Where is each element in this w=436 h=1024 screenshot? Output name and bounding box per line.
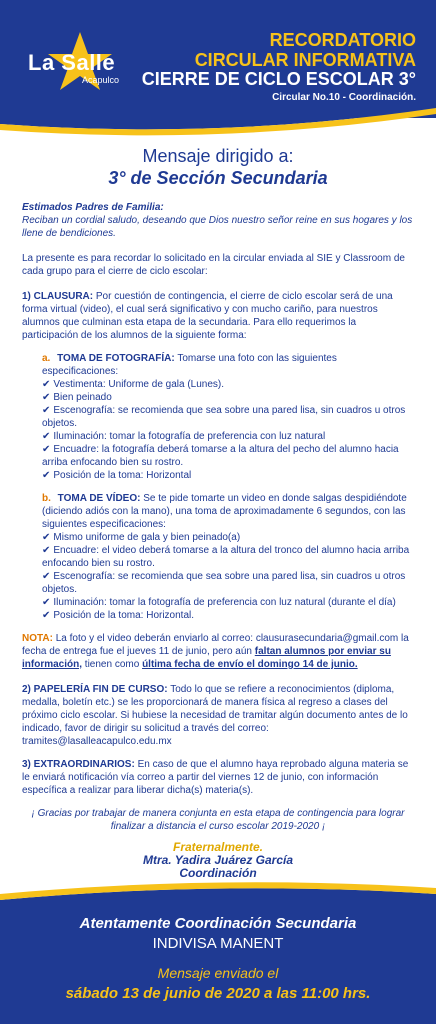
subsection-photo (42, 352, 414, 482)
section-label: 3) EXTRAORDINARIOS: (22, 759, 135, 770)
list-item: ✔ Iluminación: tomar la fotografía de preferencia con luz natural (42, 431, 326, 442)
signer-name: Mtra. Yadira Juárez García (142, 853, 294, 867)
subsection-video (42, 492, 414, 622)
subsection-label: TOMA DE FOTOGRAFÍA: (57, 353, 175, 364)
check-icon: ✔ (42, 571, 51, 582)
note-underline-2: última fecha de envío el domingo 14 de junio. (142, 659, 358, 670)
list-item: ✔ Encuadre: el video deberá tomarse a la altura del tronco del alumno hacia arriba enfocando bien su rostro. (42, 545, 410, 569)
header-line-2: CIRCULAR INFORMATIVA (194, 50, 416, 70)
check-icon: ✔ (42, 431, 51, 442)
list-item: ✔ Escenografía: se recomienda que sea sobre una pared lisa, sin cuadros u otros objetos. (42, 571, 406, 595)
subsection-letter: a. (42, 353, 51, 364)
section-papeleria (22, 683, 414, 748)
subsection-label: TOMA DE VÍDEO: (57, 493, 141, 504)
header-line-3: CIERRE DE CICLO ESCOLAR 3° (141, 69, 416, 89)
check-icon: ✔ (42, 392, 51, 403)
section-label: 2) PAPELERÍA FIN DE CURSO: (22, 684, 168, 695)
check-icon: ✔ (42, 610, 51, 621)
section-text: Todo lo que se refiere a reconocimientos (diploma, medalla, boletín etc.) se les proporcionará de manera física al regreso a clases del próximo ciclo escolar. Si hubiese la necesidad de tramitar algún documento antes de lo indicado, favor de dirigir su solicitud a través del correo: tramites@lasalleacapulco.edu.mx (22, 684, 408, 747)
note-label: NOTA: (22, 633, 53, 644)
check-icon: ✔ (42, 444, 51, 455)
check-icon: ✔ (42, 470, 51, 481)
section-text: En caso de que el alumno haya reprobado alguna materia se le enviará notificación vía correo a partir del viernes 12 de junio, con información específica a realizar para liberar dicha(s) materia(s). (22, 759, 409, 796)
footer-line-2: INDIVISA MANENT (152, 935, 284, 952)
logo-subtext: Acapulco (82, 75, 120, 85)
subsection-text: Se te pide tomarte un video en donde salgas despidiéndote (diciendo adiós con la mano), una toma de aproximadamente 6 segundos, con las siguientes especificaciones: (42, 493, 407, 530)
check-icon: ✔ (42, 545, 51, 556)
list-item: ✔ Escenografía: se recomienda que sea sobre una pared lisa, sin cuadros u otros objetos. (42, 405, 406, 429)
header-line-4: Circular No.10 - Coordinación. (272, 92, 416, 103)
note-text: La foto y el video deberán enviarlo al correo: clausurasecundaria@gmail.com la fecha de entrega fue el jueves 11 de junio, pero aún (22, 633, 409, 657)
intro-paragraph: La presente es para recordar lo solicitado en la circular enviada al SIE y Classroom de cada grupo para el cierre de ciclo escolar: (22, 253, 405, 277)
check-icon: ✔ (42, 405, 51, 416)
note-paragraph (22, 632, 414, 671)
message-title: Mensaje dirigido a: (142, 146, 294, 166)
list-item: ✔ Vestimenta: Uniforme de gala (Lunes). (42, 379, 225, 390)
list-item: ✔ Posición de la toma: Horizontal. (42, 610, 195, 621)
header-wave (0, 100, 436, 140)
section-label: 1) CLAUSURA: (22, 291, 94, 302)
list-item: ✔ Mismo uniforme de gala y bien peinado(a) (42, 532, 241, 543)
footer-line-3: Mensaje enviado el (157, 965, 279, 981)
greeting-body: Reciban un cordial saludo, deseando que Dios nuestro señor reine en sus hogares y los llene de bendiciones. (22, 215, 413, 239)
greeting: Estimados Padres de Familia: (22, 202, 164, 213)
list-item: ✔ Posición de la toma: Horizontal (42, 470, 192, 481)
logo-text: La Salle (28, 50, 116, 75)
section-clausura (22, 290, 414, 342)
footer-line-4: sábado 13 de junio de 2020 a las 11:00 hrs. (65, 985, 371, 1002)
check-icon: ✔ (42, 597, 51, 608)
thanks-text: ¡ Gracias por trabajar de manera conjunta en esta etapa de contingencia para lograr finalizar a distancia el curso escolar 2019-2020 ¡ (31, 808, 405, 832)
subsection-text: Tomarse una foto con las siguientes especificaciones: (42, 353, 337, 377)
note-underline-1: faltan alumnos por enviar su información, (22, 646, 391, 670)
check-icon: ✔ (42, 532, 51, 543)
message-audience: 3° de Sección Secundaria (108, 168, 328, 188)
section-extraordinarios (22, 758, 414, 797)
list-item: ✔ Iluminación: tomar la fotografía de preferencia con luz natural (durante el día) (42, 597, 396, 608)
signer-role: Coordinación (179, 866, 257, 880)
note-mid: tienen como (84, 659, 140, 670)
footer-line-1: Atentamente Coordinación Secundaria (79, 915, 357, 932)
subsection-letter: b. (42, 493, 51, 504)
check-icon: ✔ (42, 379, 51, 390)
list-item: ✔ Encuadre: la fotografía deberá tomarse a la altura del pecho del alumno hacia arriba enfocando bien su rostro. (42, 444, 399, 468)
section-text: Por cuestión de contingencia, el cierre de ciclo escolar será de una forma virtual (video), el cual será significativo y con mucho cariño, para nuestros alumnos que culminan esta etapa de la secundaria. Para ello requerimos la participación de los alumnos de la siguiente forma: (22, 291, 393, 341)
closing: Fraternalmente. (172, 840, 264, 854)
main-content (22, 145, 414, 918)
list-item: ✔ Bien peinado (42, 392, 112, 403)
header-line-1: RECORDATORIO (269, 30, 416, 50)
